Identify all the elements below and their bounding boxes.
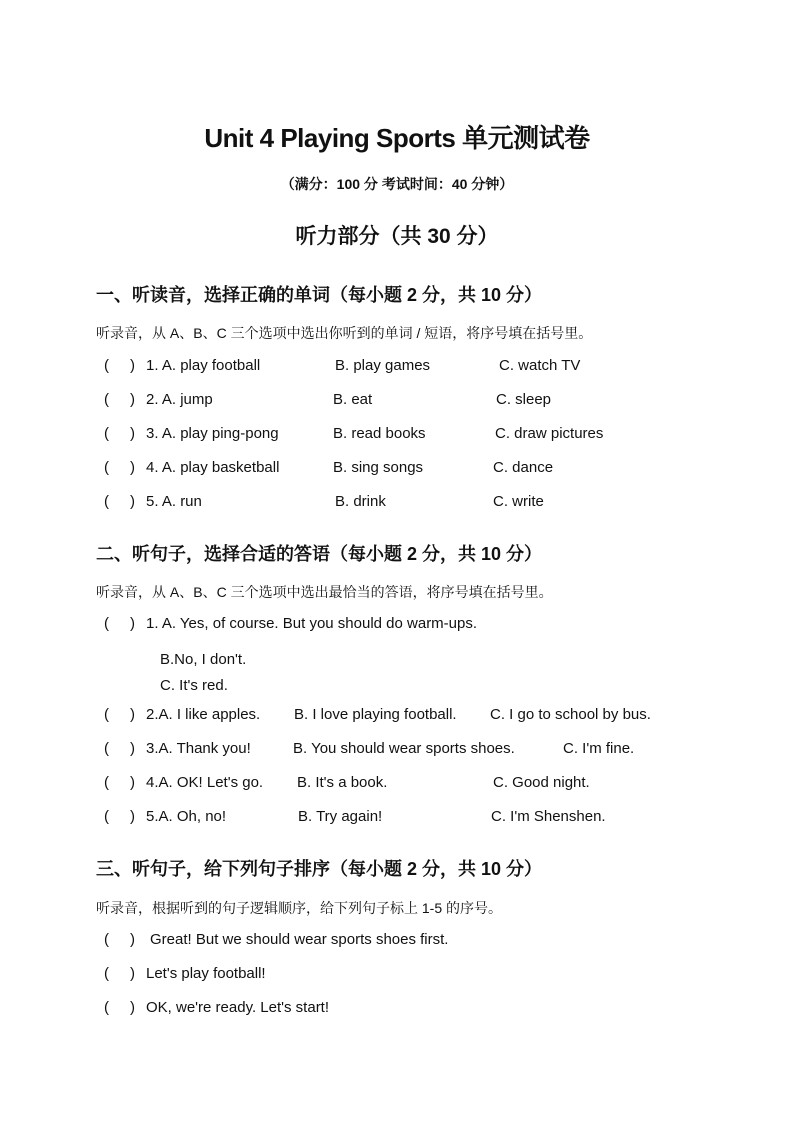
option-a: 3. A. play ping-pong: [146, 425, 279, 442]
answer-paren-open[interactable]: (: [104, 459, 109, 476]
answer-paren-open[interactable]: (: [104, 615, 109, 632]
answer-paren-close: ): [130, 391, 135, 408]
answer-paren-open[interactable]: (: [104, 357, 109, 374]
option-a: 1. A. Yes, of course. But you should do warm-ups.: [146, 615, 478, 632]
option-c: C. Good night.: [493, 774, 590, 791]
sentence-text: OK, we're ready. Let's start!: [146, 999, 330, 1016]
option-a: 4. A. play basketball: [146, 459, 280, 476]
answer-paren-open[interactable]: (: [104, 740, 109, 757]
option-a: 3.A. Thank you!: [146, 740, 251, 757]
option-b: B. You should wear sports shoes.: [293, 740, 515, 757]
answer-paren-close: ): [130, 931, 135, 948]
option-c: C. It's red.: [160, 677, 228, 694]
listening-part-title: 听力部分（共 30 分）: [295, 225, 499, 248]
answer-paren-close: ): [130, 774, 135, 791]
sentence-text: Great! But we should wear sports shoes first.: [150, 931, 449, 948]
option-b: B. I love playing football.: [294, 706, 457, 723]
s1-question-3: [0, 425, 794, 445]
option-b: B. eat: [333, 391, 373, 408]
answer-paren-open[interactable]: (: [104, 706, 109, 723]
option-c: C. watch TV: [499, 357, 581, 374]
s3-item-2: [0, 965, 794, 985]
answer-paren-close: ): [130, 808, 135, 825]
option-b: B. drink: [335, 493, 386, 510]
s2-question-3: [0, 740, 794, 760]
answer-paren-close: ): [130, 459, 135, 476]
exam-subtitle: （满分：100 分 考试时间：40 分钟）: [280, 176, 514, 192]
answer-paren-open[interactable]: (: [104, 774, 109, 791]
answer-paren-close: ): [130, 740, 135, 757]
answer-paren-close: ): [130, 357, 135, 374]
option-c: C. I'm Shenshen.: [491, 808, 606, 825]
s1-question-1: [0, 357, 794, 377]
answer-paren-close: ): [130, 493, 135, 510]
option-b: B. It's a book.: [297, 774, 388, 791]
s1-question-4: [0, 459, 794, 479]
section-2-instruction: 听录音，从 A、B、C 三个选项中选出最恰当的答语，将序号填在括号里。: [96, 584, 553, 600]
sentence-text: Let's play football!: [146, 965, 266, 982]
answer-paren-open[interactable]: (: [104, 931, 109, 948]
option-a: 4.A. OK! Let's go.: [146, 774, 264, 791]
answer-paren-open[interactable]: (: [104, 965, 109, 982]
option-b: B.No, I don't.: [160, 651, 247, 668]
option-b: B. Try again!: [298, 808, 383, 825]
option-b: B. play games: [335, 357, 431, 374]
s3-item-3: [0, 999, 794, 1019]
section-3-instruction: 听录音，根据听到的句子逻辑顺序，给下列句子标上 1-5 的序号。: [96, 900, 503, 916]
option-a: 5. A. run: [146, 493, 202, 510]
section-1-heading: 一、听读音，选择正确的单词（每小题 2 分，共 10 分）: [96, 285, 543, 305]
s2-question-4: [0, 774, 794, 794]
answer-paren-open[interactable]: (: [104, 999, 109, 1016]
answer-paren-open[interactable]: (: [104, 808, 109, 825]
s1-question-2: [0, 391, 794, 411]
s2-question-2: [0, 706, 794, 726]
option-c: C. I go to school by bus.: [490, 706, 651, 723]
option-c: C. draw pictures: [495, 425, 604, 442]
answer-paren-close: ): [130, 425, 135, 442]
answer-paren-close: ): [130, 706, 135, 723]
option-c: C. dance: [493, 459, 554, 476]
option-a: 5.A. Oh, no!: [146, 808, 227, 825]
option-c: C. write: [493, 493, 544, 510]
answer-paren-close: ): [130, 615, 135, 632]
answer-paren-open[interactable]: (: [104, 493, 109, 510]
s2-question-5: [0, 808, 794, 828]
answer-paren-open[interactable]: (: [104, 425, 109, 442]
section-2-heading: 二、听句子，选择合适的答语（每小题 2 分，共 10 分）: [96, 544, 543, 564]
answer-paren-open[interactable]: (: [104, 391, 109, 408]
option-b: B. sing songs: [333, 459, 424, 476]
s1-question-5: [0, 493, 794, 513]
option-a: 2. A. jump: [146, 391, 213, 408]
s2-question-1: [0, 615, 794, 635]
s3-item-1: [0, 931, 794, 951]
option-b: B. read books: [333, 425, 426, 442]
answer-paren-close: ): [130, 965, 135, 982]
option-c: C. I'm fine.: [563, 740, 635, 757]
option-a: 1. A. play football: [146, 357, 261, 374]
section-1-instruction: 听录音，从 A、B、C 三个选项中选出你听到的单词 / 短语，将序号填在括号里。: [96, 325, 593, 341]
option-a: 2.A. I like apples.: [146, 706, 261, 723]
option-c: C. sleep: [496, 391, 552, 408]
section-3-heading: 三、听句子，给下列句子排序（每小题 2 分，共 10 分）: [96, 859, 543, 879]
exam-title: Unit 4 Playing Sports 单元测试卷: [204, 123, 590, 153]
answer-paren-close: ): [130, 999, 135, 1016]
